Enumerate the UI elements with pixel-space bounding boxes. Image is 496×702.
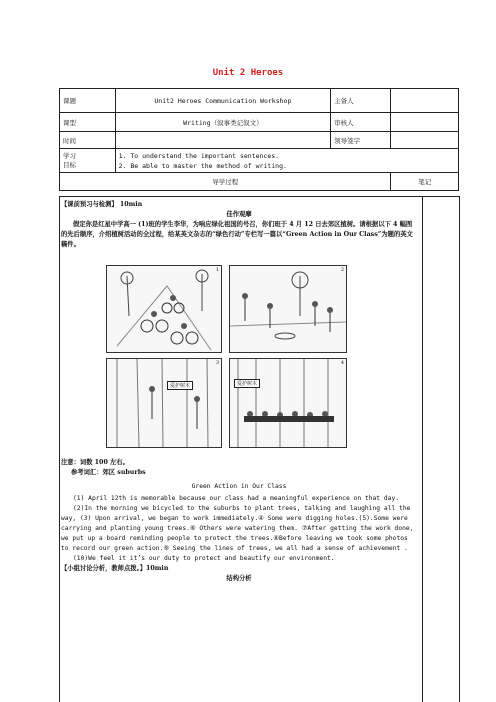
- document-title: Unit 2 Heroes: [212, 68, 284, 78]
- essay-paragraph-3: (10)We feel it it’s our duty to protect and beautify our environment.: [73, 555, 335, 562]
- goals-label-line2: 目标: [63, 160, 76, 169]
- essay-section: [59, 458, 419, 584]
- main-content: [59, 200, 419, 250]
- cycling-illustration: [107, 266, 221, 352]
- process-label: 导学过程: [60, 173, 391, 191]
- type-value: Writing（叙事类记叙文）: [115, 113, 330, 132]
- section-preview: 【课前预习与检测】 10min: [61, 201, 143, 208]
- goals-label: [60, 149, 116, 173]
- course-label: 课题: [60, 89, 116, 113]
- picture-number-2: 2: [340, 267, 344, 273]
- section-discussion: 【小组讨论分析，教师点拨。】10min: [61, 565, 169, 572]
- essay-paragraph-1: (1) April 12th is memorable because our class had a meaningful experience on that day.: [73, 495, 400, 502]
- type-label: 课型: [60, 113, 116, 132]
- reference-words: 参考词汇：郊区 suburbs: [71, 469, 146, 476]
- picture-number-1: 1: [215, 267, 219, 273]
- word-count-note: 注意：词数 100 左右。: [61, 459, 129, 466]
- writing-prompt: 假定你是红星中学高一 (1)班的学生李华，为响应绿化祖国的号召，你们班于 4 月 12 日去郊区植树。请根据以下 4 幅图的先后顺序，介绍植树活动的全过程，给某英文杂志的“绿色行动”专栏写一篇以“Green Action in Our Class”为题的英文稿件。: [61, 221, 413, 248]
- lead-label: 领导签字: [331, 132, 391, 149]
- goals-value: [115, 149, 458, 173]
- goal-2: 2. Be able to master the method of writing.: [118, 161, 287, 170]
- time-label: 时间: [60, 132, 116, 149]
- structure-analysis: 结构分析: [226, 575, 252, 582]
- digging-illustration: [230, 266, 346, 352]
- host-label: 主备人: [331, 89, 391, 113]
- host-value: [391, 89, 459, 113]
- task-title: 佳作观摩: [226, 211, 252, 218]
- reviewer-value: [391, 113, 459, 132]
- reviewer-label: 审核人: [331, 113, 391, 132]
- header-table: [59, 88, 459, 191]
- notes-column-box: [421, 196, 460, 702]
- group-photo-illustration: [230, 359, 346, 447]
- picture-3: [106, 358, 222, 448]
- sign-board-3: 爱护树木: [167, 381, 193, 390]
- picture-number-3: 3: [215, 360, 219, 366]
- notes-label: 笔记: [391, 173, 459, 191]
- picture-number-4: 4: [340, 360, 344, 366]
- planting-illustration: [107, 359, 221, 447]
- goals-label-line1: 学习: [63, 151, 76, 160]
- sign-board-4: 爱护树木: [234, 379, 260, 388]
- lead-value: [391, 132, 459, 149]
- picture-2: [229, 265, 347, 353]
- time-value: [115, 132, 330, 149]
- picture-4: [229, 358, 347, 448]
- essay-title: Green Action in Our Class: [191, 483, 287, 490]
- essay-paragraph-2: (2)In the morning we bicycled to the suburbs to plant trees, talking and laughing all the way, (3) Upon arrival, we began to work immediately.④ Some were digging holes.(5).Some were carrying and planting young trees.⑥ Others were watering them. ⑦After getting the work done, we put up a board reminding people to protect the trees.⑧Before leaving we took some photos to record our green action.⑨ Seeing the lines of trees, we all had a sense of achievement .: [61, 505, 414, 552]
- course-value: Unit2 Heroes Communication Workshop: [115, 89, 330, 113]
- picture-1: [106, 265, 222, 353]
- goal-1: 1. To understand the important sentences.: [118, 151, 280, 160]
